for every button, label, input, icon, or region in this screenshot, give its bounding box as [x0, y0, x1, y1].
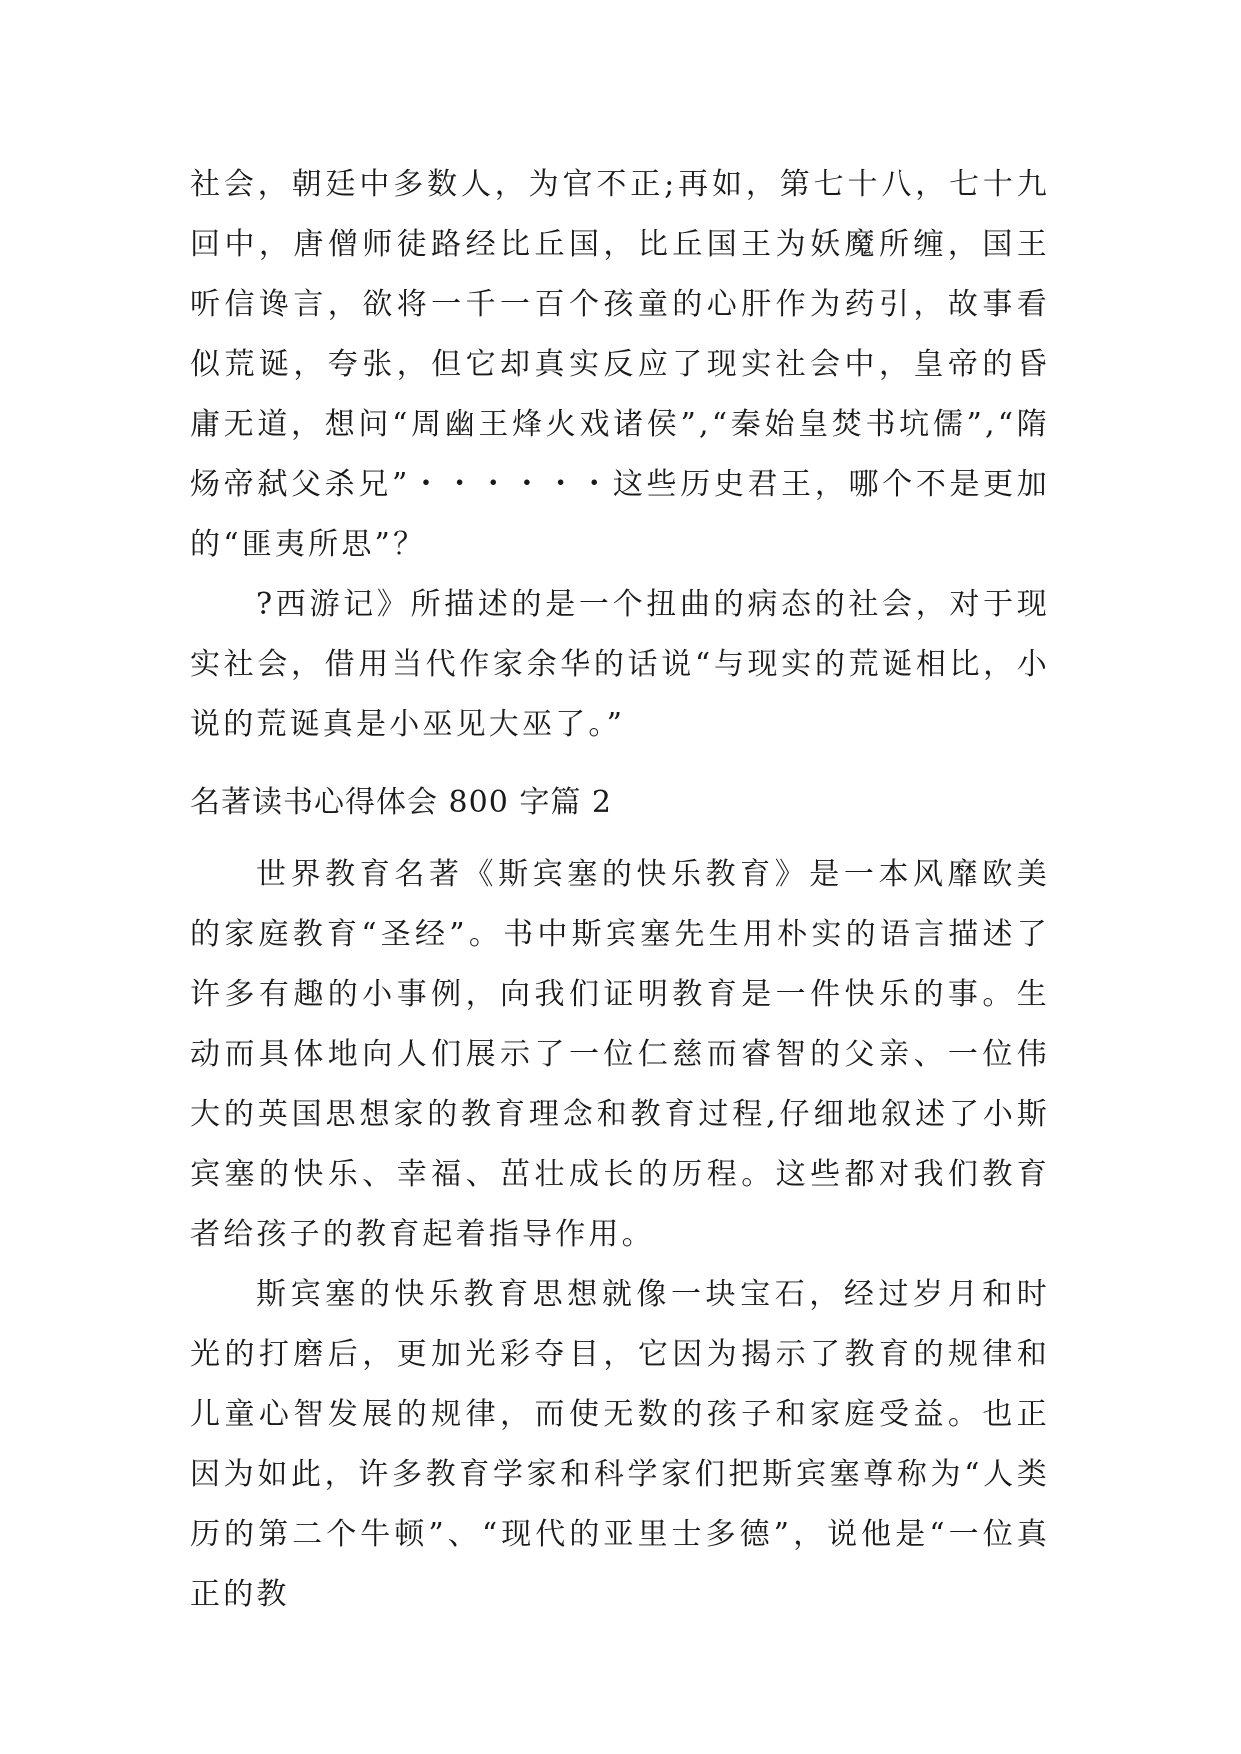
paragraph: ?西游记》所描述的是一个扭曲的病态的社会，对于现实社会，借用当代作家余华的话说“与现实的荒诞相比，小说的荒诞真是小巫见大巫了。”: [190, 587, 1050, 742]
section-heading: 名著读书心得体会 800 字篇 2: [190, 785, 612, 820]
paragraph: 世界教育名著《斯宾塞的快乐教育》是一本风靡欧美的家庭教育“圣经”。书中斯宾塞先生用朴实的语言描述了许多有趣的小事例，向我们证明教育是一件快乐的事。生动而具体地向人们展示了一位仁慈而睿智的父亲、一位伟大的英国思想家的教育理念和教育过程,仔细地叙述了小斯宾塞的快乐、幸福、茁壮成长的历程。这些都对我们教育者给孩子的教育起着指导作用。: [190, 857, 1050, 1252]
paragraph-continued: 社会，朝廷中多数人，为官不正;再如，第七十八，七十九回中，唐僧师徒路经比丘国，比丘国王为妖魔所缠，国王听信谗言，欲将一千一百个孩童的心肝作为药引，故事看似荒诞，夸张，但它却真实反应了现实社会中，皇帝的昏庸无道，想问“周幽王烽火戏诸侯”,“秦始皇焚书坑儒”,“隋炀帝弑父杀兄”・・・・・・这些历史君王，哪个不是更加的“匪夷所思”？: [190, 167, 1050, 562]
paragraph: 斯宾塞的快乐教育思想就像一块宝石，经过岁月和时光的打磨后，更加光彩夺目，它因为揭示了教育的规律和儿童心智发展的规律，而使无数的孩子和家庭受益。也正因为如此，许多教育学家和科学家们把斯宾塞尊称为“人类历的第二个牛顿”、“现代的亚里士多德”，说他是“一位真正的教: [190, 1277, 1050, 1612]
